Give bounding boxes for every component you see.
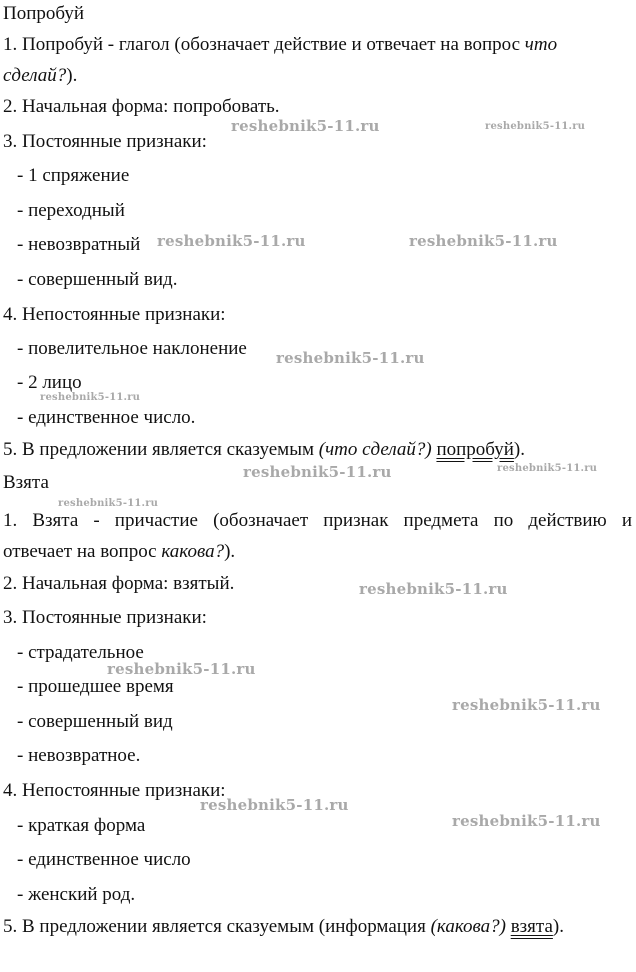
list-item: - невозвратный	[17, 234, 141, 255]
watermark: reshebnik5-11.ru	[157, 232, 306, 250]
list-item: - 1 спряжение	[17, 165, 130, 186]
watermark: reshebnik5-11.ru	[231, 117, 380, 135]
constant-features-heading: 3. Постоянные признаки:	[3, 607, 207, 628]
watermark: reshebnik5-11.ru	[243, 463, 392, 481]
item-1-line-1: 1. Попробуй - глагол (обозначает действие и отвечает на вопрос что	[3, 34, 558, 55]
watermark: reshebnik5-11.ru	[485, 121, 586, 132]
section-heading: Попробуй	[3, 3, 85, 24]
list-item: - повелительное наклонение	[17, 338, 247, 359]
list-item: - совершенный вид.	[17, 269, 178, 290]
item-1-line-2: сделай?).	[3, 65, 78, 86]
constant-features-heading: 3. Постоянные признаки:	[3, 131, 207, 152]
syntactic-role: 5. В предложении является сказуемым (информация (какова?) взята).	[3, 916, 564, 937]
variable-features-heading: 4. Непостоянные признаки:	[3, 304, 226, 325]
watermark: reshebnik5-11.ru	[276, 349, 425, 367]
watermark: reshebnik5-11.ru	[497, 463, 598, 474]
list-item: - женский род.	[17, 884, 136, 905]
list-item: - переходный	[17, 200, 125, 221]
list-item: - совершенный вид	[17, 711, 173, 732]
list-item: - страдательное	[17, 642, 144, 663]
list-item: - прошедшее время	[17, 676, 174, 697]
initial-form: 2. Начальная форма: взятый.	[3, 573, 235, 594]
watermark: reshebnik5-11.ru	[452, 812, 601, 830]
item-1-line-1: 1. Взята - причастие (обозначает признак предмета по действию и	[3, 510, 632, 531]
list-item: - единственное число.	[17, 407, 196, 428]
list-item: - 2 лицо	[17, 372, 82, 393]
watermark: reshebnik5-11.ru	[452, 696, 601, 714]
item-1-line-2: отвечает на вопрос какова?).	[3, 541, 236, 562]
list-item: - невозвратное.	[17, 745, 141, 766]
list-item: - единственное число	[17, 849, 191, 870]
initial-form: 2. Начальная форма: попробовать.	[3, 96, 280, 117]
watermark: reshebnik5-11.ru	[359, 580, 508, 598]
list-item: - краткая форма	[17, 815, 146, 836]
watermark: reshebnik5-11.ru	[200, 796, 349, 814]
section-heading: Взята	[3, 472, 49, 493]
watermark: reshebnik5-11.ru	[40, 392, 141, 403]
watermark: reshebnik5-11.ru	[409, 232, 558, 250]
syntactic-role: 5. В предложении является сказуемым (что сделай?) попробуй).	[3, 439, 525, 460]
variable-features-heading: 4. Непостоянные признаки:	[3, 780, 226, 801]
watermark: reshebnik5-11.ru	[107, 660, 256, 678]
watermark: reshebnik5-11.ru	[58, 498, 159, 509]
